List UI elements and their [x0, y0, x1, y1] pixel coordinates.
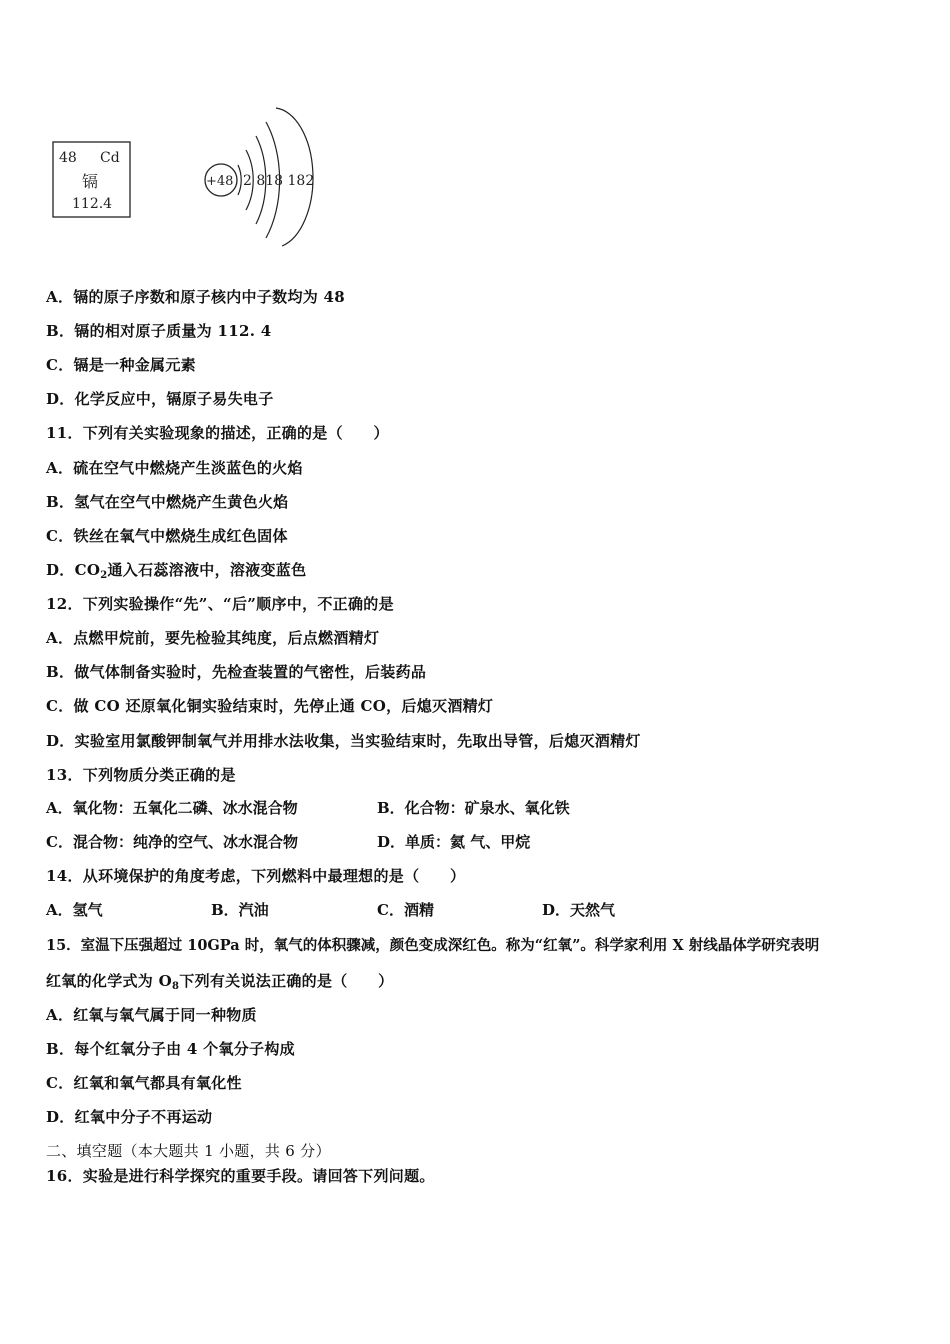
q11-option-b: B．氢气在空气中燃烧产生黄色火焰: [46, 493, 289, 511]
q10-option-c: C．镉是一种金属元素: [46, 356, 196, 374]
q15-option-a: A．红氧与氧气属于同一种物质: [46, 1006, 257, 1024]
q10-option-d: D．化学反应中，镉原子易失电子: [46, 390, 274, 408]
element-card-name: 镉: [82, 172, 99, 191]
q14-option-c: C．酒精: [377, 901, 434, 919]
q13-option-b: B．化合物：矿泉水、氧化铁: [377, 799, 570, 817]
q14-stem: 14．从环境保护的角度考虑，下列燃料中最理想的是（ ）: [46, 867, 466, 885]
q13-option-d: D．单质：氦 气、甲烷: [377, 833, 531, 851]
nucleus-charge: +48: [206, 174, 234, 189]
element-card-symbol: Cd: [100, 150, 120, 166]
section2-heading: 二、填空题（本大题共 1 小题，共 6 分）: [46, 1142, 331, 1160]
q13-option-a: A．氧化物：五氧化二磷、冰水混合物: [46, 799, 298, 817]
q11-option-a: A．硫在空气中燃烧产生淡蓝色的火焰: [46, 459, 303, 477]
electron-shells-text: 2 818 182: [243, 173, 315, 189]
q12-option-a: A．点燃甲烷前，要先检验其纯度，后点燃酒精灯: [46, 629, 380, 647]
q15-stem-line2: [46, 970, 393, 992]
q15-stem-suffix: 下列有关说法正确的是（ ）: [179, 972, 394, 990]
element-card-mass: 112.4: [72, 196, 113, 212]
q12-option-b: B．做气体制备实验时，先检查装置的气密性，后装药品: [46, 663, 427, 681]
q15-stem-subscript: 8: [172, 981, 180, 992]
q11-option-d-suffix: 通入石蕊溶液中，溶液变蓝色: [107, 561, 307, 579]
q12-option-d: D．实验室用氯酸钾制氧气并用排水法收集，当实验结束时，先取出导管，后熄灭酒精灯: [46, 732, 641, 750]
q15-option-b: B．每个红氧分子由 4 个氧分子构成: [46, 1040, 295, 1058]
q15-option-d: D．红氧中分子不再运动: [46, 1108, 213, 1126]
q14-option-a: A．氢气: [46, 901, 103, 919]
q11-stem: 11．下列有关实验现象的描述，正确的是（ ）: [46, 424, 389, 442]
q12-stem: 12．下列实验操作“先”、“后”顺序中，不正确的是: [46, 595, 394, 613]
q11-option-d-prefix: D．CO: [46, 561, 101, 579]
q10-option-a: A．镉的原子序数和原子核内中子数均为 48: [46, 288, 346, 306]
q13-option-c: C．混合物：纯净的空气、冰水混合物: [46, 833, 298, 851]
q12-option-c: C．做 CO 还原氧化铜实验结束时，先停止通 CO，后熄灭酒精灯: [46, 697, 494, 715]
q15-stem-prefix: 红氧的化学式为 O: [46, 972, 172, 990]
q16-stem: 16．实验是进行科学探究的重要手段。请回答下列问题。: [46, 1167, 435, 1185]
q13-stem: 13．下列物质分类正确的是: [46, 766, 236, 784]
electron-shell-arc: [238, 165, 241, 195]
q14-option-b: B．汽油: [211, 901, 269, 919]
q14-option-d: D．天然气: [542, 901, 616, 919]
q15-stem-line1: 15．室温下压强超过 10GPa 时，氧气的体积骤减，颜色变成深红色。称为“红氧”。科学家利用 X 射线晶体学研究表明: [46, 937, 820, 954]
q15-option-c: C．红氧和氧气都具有氧化性: [46, 1074, 242, 1092]
q10-option-b: B．镉的相对原子质量为 112. 4: [46, 322, 272, 340]
element-card-number: 48: [59, 150, 77, 166]
q11-option-c: C．铁丝在氧气中燃烧生成红色固体: [46, 527, 288, 545]
q11-option-d: [46, 559, 306, 581]
q11-option-d-subscript: 2: [100, 570, 108, 581]
cadmium-figure: [0, 0, 400, 270]
